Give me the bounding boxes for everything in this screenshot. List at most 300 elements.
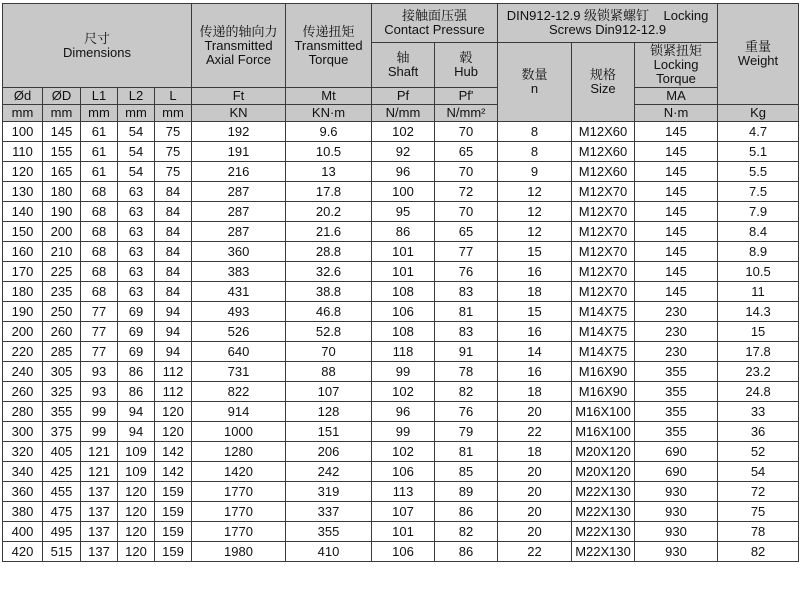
table-cell: 690 [635, 442, 718, 462]
table-row [3, 322, 799, 342]
table-cell: 5.5 [718, 162, 799, 182]
table-cell: 493 [192, 302, 286, 322]
table-cell: 9 [498, 162, 572, 182]
table-cell: 10.5 [286, 142, 372, 162]
table-cell: 130 [3, 182, 43, 202]
locking-torque-header-en2: Torque [656, 71, 696, 86]
locking-torque-header [635, 43, 718, 88]
unit-cell: Kg [718, 105, 799, 122]
table-cell: 121 [81, 462, 118, 482]
table-cell: 20.2 [286, 202, 372, 222]
table-cell: 102 [372, 382, 435, 402]
table-cell: 7.5 [718, 182, 799, 202]
table-cell: 150 [3, 222, 43, 242]
symbol-cell: Ft [192, 88, 286, 105]
axial-force-header [192, 4, 286, 88]
table-row [3, 242, 799, 262]
table-cell: 305 [43, 362, 81, 382]
table-cell: 121 [81, 442, 118, 462]
quantity-header-en: n [530, 81, 539, 96]
table-cell: 69 [118, 322, 155, 342]
locking-torque-header-cn: 锁紧扭矩 [650, 43, 703, 58]
table-cell: 94 [155, 302, 192, 322]
table-cell: 84 [155, 282, 192, 302]
table-cell: 18 [498, 282, 572, 302]
table-cell: 145 [635, 142, 718, 162]
table-cell: 63 [118, 202, 155, 222]
table-cell: 137 [81, 502, 118, 522]
table-header [3, 4, 799, 122]
table-row [3, 462, 799, 482]
table-cell: 287 [192, 202, 286, 222]
table-cell: 145 [635, 242, 718, 262]
table-cell: 22 [498, 542, 572, 562]
table-cell: 28.8 [286, 242, 372, 262]
table-cell: 76 [435, 402, 498, 422]
table-cell: M14X75 [572, 342, 635, 362]
table-cell: 260 [3, 382, 43, 402]
table-cell: M12X70 [572, 182, 635, 202]
table-cell: 260 [43, 322, 81, 342]
table-cell: 20 [498, 482, 572, 502]
table-cell: 242 [286, 462, 372, 482]
table-cell: 68 [81, 222, 118, 242]
table-cell: 14 [498, 342, 572, 362]
table-cell: 8.9 [718, 242, 799, 262]
table-cell: 70 [286, 342, 372, 362]
table-body [3, 122, 799, 562]
table-row [3, 362, 799, 382]
table-cell: 475 [43, 502, 81, 522]
table-row [3, 442, 799, 462]
table-row [3, 502, 799, 522]
table-cell: 61 [81, 142, 118, 162]
symbol-cell: Pf [372, 88, 435, 105]
table-cell: 112 [155, 382, 192, 402]
size-header [572, 43, 635, 122]
table-row [3, 422, 799, 442]
table-cell: 145 [635, 262, 718, 282]
shaft-header [372, 43, 435, 88]
table-cell: 160 [3, 242, 43, 262]
table-cell: M22X130 [572, 542, 635, 562]
table-cell: M20X120 [572, 462, 635, 482]
table-cell: 319 [286, 482, 372, 502]
table-cell: 54 [118, 122, 155, 142]
table-cell: 84 [155, 202, 192, 222]
table-cell: M16X100 [572, 422, 635, 442]
table-cell: 18 [498, 382, 572, 402]
table-cell: 320 [3, 442, 43, 462]
table-cell: 118 [372, 342, 435, 362]
table-cell: 1980 [192, 542, 286, 562]
table-cell: 52 [718, 442, 799, 462]
table-cell: 94 [155, 342, 192, 362]
table-cell: 410 [286, 542, 372, 562]
table-cell: 145 [635, 282, 718, 302]
table-cell: 4.7 [718, 122, 799, 142]
table-cell: 65 [435, 222, 498, 242]
table-cell: 93 [81, 362, 118, 382]
table-cell: 12 [498, 222, 572, 242]
table-row [3, 142, 799, 162]
table-cell: 325 [43, 382, 81, 402]
table-cell: 75 [155, 122, 192, 142]
table-cell: 235 [43, 282, 81, 302]
table-cell: 99 [81, 402, 118, 422]
locking-screws-header-line2: Screws Din912-12.9 [549, 22, 667, 37]
table-cell: 86 [118, 382, 155, 402]
table-cell: 137 [81, 482, 118, 502]
table-cell: M14X75 [572, 322, 635, 342]
table-cell: 54 [718, 462, 799, 482]
table-cell: 355 [43, 402, 81, 422]
table-cell: 75 [155, 142, 192, 162]
table-cell: 8.4 [718, 222, 799, 242]
table-cell: 120 [118, 522, 155, 542]
table-cell: 86 [372, 222, 435, 242]
table-cell: 83 [435, 282, 498, 302]
table-cell: 83 [435, 322, 498, 342]
table-cell: 88 [286, 362, 372, 382]
table-cell: 11 [718, 282, 799, 302]
unit-cell: N/mm² [435, 105, 498, 122]
table-cell: 180 [43, 182, 81, 202]
table-cell: 280 [3, 402, 43, 422]
table-cell: 108 [372, 322, 435, 342]
table-cell: 72 [718, 482, 799, 502]
table-cell: 69 [118, 342, 155, 362]
table-cell: 731 [192, 362, 286, 382]
table-cell: 360 [192, 242, 286, 262]
table-cell: M12X70 [572, 202, 635, 222]
table-cell: 15 [498, 302, 572, 322]
symbol-cell: Pf' [435, 88, 498, 105]
table-cell: 120 [118, 502, 155, 522]
table-cell: 120 [155, 422, 192, 442]
table-cell: M14X75 [572, 302, 635, 322]
table-cell: 84 [155, 182, 192, 202]
table-cell: 145 [43, 122, 81, 142]
table-cell: 99 [372, 422, 435, 442]
table-cell: 151 [286, 422, 372, 442]
table-cell: M12X70 [572, 242, 635, 262]
table-cell: 106 [372, 542, 435, 562]
table-cell: 145 [635, 222, 718, 242]
shaft-header-en: Shaft [387, 64, 419, 79]
table-cell: 10.5 [718, 262, 799, 282]
table-cell: 690 [635, 462, 718, 482]
table-cell: 108 [372, 282, 435, 302]
table-cell: 159 [155, 482, 192, 502]
table-row [3, 382, 799, 402]
table-cell: 405 [43, 442, 81, 462]
table-cell: 77 [81, 302, 118, 322]
size-header-cn: 规格 [590, 67, 617, 82]
table-cell: 63 [118, 282, 155, 302]
table-cell: 81 [435, 302, 498, 322]
table-cell: 101 [372, 522, 435, 542]
table-cell: 930 [635, 482, 718, 502]
table-cell: 15 [718, 322, 799, 342]
table-cell: 355 [635, 382, 718, 402]
table-cell: 84 [155, 222, 192, 242]
table-cell: 287 [192, 182, 286, 202]
table-cell: 137 [81, 522, 118, 542]
shaft-header-cn: 轴 [396, 50, 410, 65]
hub-header-cn: 毂 [459, 50, 473, 65]
symbol-cell: ØD [43, 88, 81, 105]
table-cell: 285 [43, 342, 81, 362]
table-cell: 495 [43, 522, 81, 542]
table-cell: 120 [155, 402, 192, 422]
weight-header [718, 4, 799, 105]
table-cell: 69 [118, 302, 155, 322]
dimensions-header [3, 4, 192, 88]
table-cell: 230 [635, 322, 718, 342]
table-cell: 86 [118, 362, 155, 382]
table-cell: 107 [286, 382, 372, 402]
table-cell: 38.8 [286, 282, 372, 302]
table-cell: 930 [635, 542, 718, 562]
table-cell: 94 [118, 422, 155, 442]
table-cell: 109 [118, 442, 155, 462]
table-cell: 15 [498, 242, 572, 262]
symbol-cell: L [155, 88, 192, 105]
table-cell: M12X60 [572, 162, 635, 182]
table-cell: 91 [435, 342, 498, 362]
dimensions-header-cn: 尺寸 [84, 30, 111, 46]
table-cell: 1420 [192, 462, 286, 482]
table-cell: 24.8 [718, 382, 799, 402]
table-cell: 8 [498, 122, 572, 142]
table-cell: 190 [3, 302, 43, 322]
table-cell: 94 [118, 402, 155, 422]
table-cell: 12 [498, 202, 572, 222]
table-cell: M20X120 [572, 442, 635, 462]
table-cell: 23.2 [718, 362, 799, 382]
table-cell: 82 [435, 522, 498, 542]
table-cell: 287 [192, 222, 286, 242]
table-cell: 106 [372, 462, 435, 482]
table-row [3, 222, 799, 242]
table-cell: 355 [635, 362, 718, 382]
table-cell: 375 [43, 422, 81, 442]
locking-screws-header [498, 4, 718, 43]
table-cell: 102 [372, 122, 435, 142]
table-cell: 101 [372, 242, 435, 262]
axial-force-header-cn: 传递的轴向力 [199, 23, 278, 39]
table-row [3, 402, 799, 422]
table-cell: 1770 [192, 482, 286, 502]
table-cell: 68 [81, 242, 118, 262]
table-cell: 1280 [192, 442, 286, 462]
dimensions-header-en: Dimensions [63, 44, 131, 60]
table-cell: 120 [118, 542, 155, 562]
table-cell: M16X100 [572, 402, 635, 422]
table-cell: 155 [43, 142, 81, 162]
unit-cell: mm [118, 105, 155, 122]
table-cell: 1000 [192, 422, 286, 442]
table-cell: 76 [435, 262, 498, 282]
table-cell: 77 [81, 322, 118, 342]
table-cell: 112 [155, 362, 192, 382]
table-cell: 79 [435, 422, 498, 442]
table-cell: 145 [635, 202, 718, 222]
torque-header-en1: Transmitted [294, 37, 363, 53]
table-cell: 16 [498, 362, 572, 382]
table-cell: 46.8 [286, 302, 372, 322]
table-cell: 78 [718, 522, 799, 542]
weight-header-en: Weight [737, 53, 779, 68]
table-cell: 822 [192, 382, 286, 402]
table-cell: 89 [435, 482, 498, 502]
table-cell: 120 [118, 482, 155, 502]
table-cell: 20 [498, 502, 572, 522]
contact-pressure-header [372, 4, 498, 43]
table-cell: 180 [3, 282, 43, 302]
table-cell: 16 [498, 262, 572, 282]
table-cell: 101 [372, 262, 435, 282]
unit-cell: KN [192, 105, 286, 122]
table-cell: 61 [81, 122, 118, 142]
table-cell: 63 [118, 222, 155, 242]
hub-header [435, 43, 498, 88]
torque-header-en2: Torque [308, 51, 349, 67]
table-cell: 225 [43, 262, 81, 282]
table-cell: 20 [498, 462, 572, 482]
table-cell: 75 [718, 502, 799, 522]
table-cell: 240 [3, 362, 43, 382]
table-cell: 75 [155, 162, 192, 182]
table-cell: 210 [43, 242, 81, 262]
table-cell: 1770 [192, 522, 286, 542]
symbol-row [3, 88, 799, 105]
table-cell: 420 [3, 542, 43, 562]
table-cell: 142 [155, 442, 192, 462]
table-cell: 930 [635, 502, 718, 522]
table-cell: 355 [635, 422, 718, 442]
unit-cell: N/mm [372, 105, 435, 122]
table-cell: 300 [3, 422, 43, 442]
table-cell: 142 [155, 462, 192, 482]
table-cell: 455 [43, 482, 81, 502]
axial-force-header-en2: Axial Force [206, 51, 272, 67]
table-cell: 70 [435, 122, 498, 142]
table-cell: 18 [498, 442, 572, 462]
symbol-cell: L2 [118, 88, 155, 105]
table-cell: 380 [3, 502, 43, 522]
table-cell: 92 [372, 142, 435, 162]
unit-cell: mm [43, 105, 81, 122]
table-cell: 68 [81, 262, 118, 282]
table-cell: 250 [43, 302, 81, 322]
table-cell: 32.6 [286, 262, 372, 282]
table-cell: 165 [43, 162, 81, 182]
symbol-cell: MA [635, 88, 718, 105]
axial-force-header-en1: Transmitted [204, 37, 273, 53]
table-row [3, 342, 799, 362]
quantity-header-cn: 数量 [521, 67, 548, 82]
unit-cell: mm [155, 105, 192, 122]
table-row [3, 162, 799, 182]
header-row-1 [3, 4, 799, 43]
table-cell: 33 [718, 402, 799, 422]
unit-cell: mm [81, 105, 118, 122]
table-cell: 1770 [192, 502, 286, 522]
table-cell: 63 [118, 242, 155, 262]
table-cell: 52.8 [286, 322, 372, 342]
table-cell: M16X90 [572, 382, 635, 402]
table-cell: 355 [635, 402, 718, 422]
table-cell: 145 [635, 162, 718, 182]
table-cell: 93 [81, 382, 118, 402]
table-cell: 82 [718, 542, 799, 562]
table-cell: 110 [3, 142, 43, 162]
table-cell: 82 [435, 382, 498, 402]
table-cell: 355 [286, 522, 372, 542]
table-cell: 99 [81, 422, 118, 442]
locking-torque-header-en1: Locking [653, 57, 699, 72]
table-cell: 914 [192, 402, 286, 422]
table-cell: 86 [435, 502, 498, 522]
table-cell: 77 [81, 342, 118, 362]
spec-table [2, 3, 799, 562]
table-cell: 81 [435, 442, 498, 462]
table-cell: 113 [372, 482, 435, 502]
table-cell: 21.6 [286, 222, 372, 242]
torque-header [286, 4, 372, 88]
table-cell: 54 [118, 162, 155, 182]
table-cell: 65 [435, 142, 498, 162]
table-cell: 337 [286, 502, 372, 522]
table-row [3, 122, 799, 142]
table-cell: 170 [3, 262, 43, 282]
unit-cell: KN·m [286, 105, 372, 122]
table-cell: 20 [498, 402, 572, 422]
unit-cell: N·m [635, 105, 718, 122]
table-row [3, 282, 799, 302]
table-cell: 14.3 [718, 302, 799, 322]
unit-row [3, 105, 799, 122]
table-cell: 95 [372, 202, 435, 222]
table-cell: 100 [372, 182, 435, 202]
table-cell: 68 [81, 282, 118, 302]
table-row [3, 182, 799, 202]
table-cell: 70 [435, 162, 498, 182]
table-cell: 191 [192, 142, 286, 162]
table-cell: 206 [286, 442, 372, 462]
table-cell: 68 [81, 182, 118, 202]
table-cell: 77 [435, 242, 498, 262]
table-cell: 13 [286, 162, 372, 182]
table-cell: 7.9 [718, 202, 799, 222]
table-cell: 526 [192, 322, 286, 342]
table-cell: 190 [43, 202, 81, 222]
table-cell: 5.1 [718, 142, 799, 162]
table-cell: 930 [635, 522, 718, 542]
table-cell: 159 [155, 542, 192, 562]
table-cell: 640 [192, 342, 286, 362]
table-cell: 8 [498, 142, 572, 162]
table-cell: M12X60 [572, 142, 635, 162]
table-row [3, 522, 799, 542]
quantity-header [498, 43, 572, 122]
table-cell: 106 [372, 302, 435, 322]
table-cell: 145 [635, 122, 718, 142]
table-cell: 360 [3, 482, 43, 502]
contact-pressure-header-cn: 接触面压强 [402, 8, 468, 23]
